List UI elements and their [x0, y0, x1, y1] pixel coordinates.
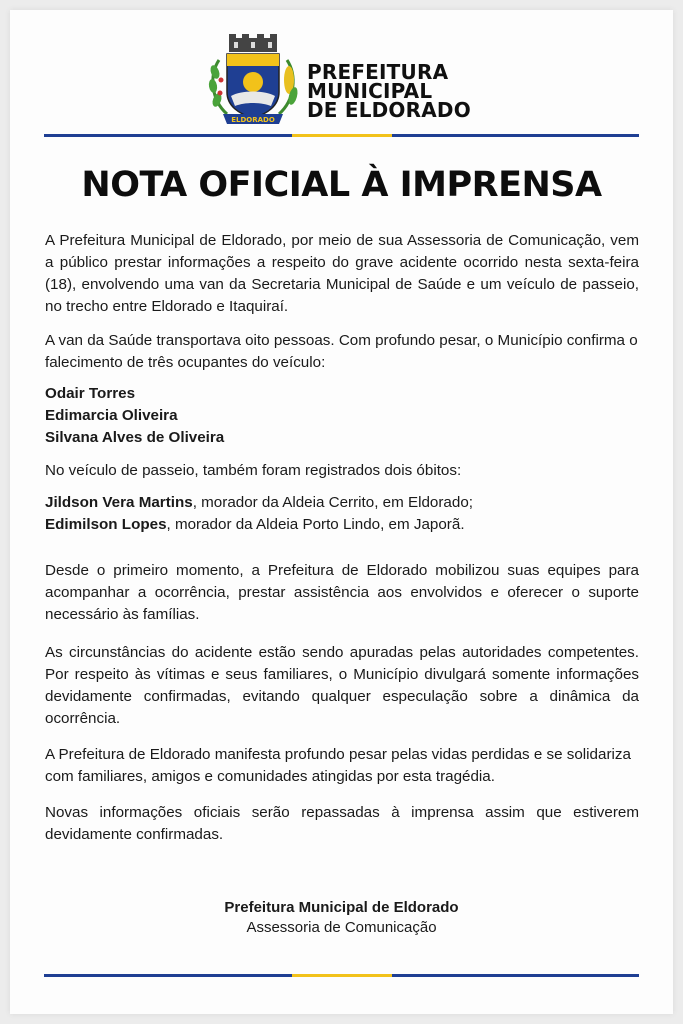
top-divider — [44, 134, 639, 137]
victim-detail: , morador da Aldeia Porto Lindo, em Japorã. — [166, 516, 465, 533]
org-line-1: PREFEITURA — [307, 60, 449, 84]
page-title: NOTA OFICIAL À IMPRENSA — [81, 165, 602, 205]
van-victims-list — [45, 383, 639, 449]
victim-detail: , morador da Aldeia Cerrito, em Eldorado; — [192, 494, 473, 511]
bottom-divider — [44, 974, 639, 977]
list-item — [45, 492, 639, 514]
paragraph-response: Desde o primeiro momento, a Prefeitura de Eldorado mobilizou suas equipes para acompanhar a ocorrência, prestar assistência aos envolvidos e oferecer o suporte necessário às famílias. — [45, 562, 639, 623]
crest-banner-text: ELDORADO — [231, 116, 275, 124]
municipal-crest-icon — [205, 30, 301, 130]
victim-name: Edimilson Lopes — [45, 516, 167, 533]
press-note-sheet — [10, 10, 673, 1014]
paragraph-condolences: A Prefeitura de Eldorado manifesta profundo pesar pelas vidas perdidas e se solidariza com familiares, amigos e comunidades atingidas por esta tragédia. — [45, 746, 631, 785]
list-item — [45, 514, 639, 536]
list-item: Edimarcia Oliveira — [45, 407, 178, 424]
paragraph-intro: A Prefeitura Municipal de Eldorado, por meio de sua Assessoria de Comunicação, vem a público prestar informações a respeito do grave acidente ocorrido nesta sexta-feira (18), envolvendo uma van da Secretaria Municipal de Saúde e um veículo de passeio, no trecho entre Eldorado e Itaquiraí. — [45, 232, 639, 315]
signature-name: Prefeitura Municipal de Eldorado — [224, 899, 459, 916]
signature-block — [10, 898, 673, 938]
signature-department: Assessoria de Comunicação — [246, 919, 437, 936]
victim-name: Jildson Vera Martins — [45, 494, 193, 511]
org-line-2: MUNICIPAL — [307, 79, 433, 103]
header — [10, 28, 673, 128]
paragraph-investigation: As circunstâncias do acidente estão sendo apuradas pelas autoridades competentes. Por respeito às vítimas e seus familiares, o Município divulgará somente informações devidamente confirmadas, evitando qualquer especulação sobre a dinâmica da ocorrência. — [45, 644, 639, 727]
list-item: Silvana Alves de Oliveira — [45, 429, 225, 446]
paragraph-updates: Novas informações oficiais serão repassadas à imprensa assim que estiverem devidamente confirmadas. — [45, 804, 639, 843]
note-body — [45, 230, 639, 846]
paragraph-van: A van da Saúde transportava oito pessoas. Com profundo pesar, o Município confirma o falecimento de três ocupantes do veículo: — [45, 332, 638, 371]
organization-name — [307, 60, 471, 122]
list-item: Odair Torres — [45, 385, 136, 402]
org-line-3: DE ELDORADO — [307, 98, 471, 122]
car-victims-list — [45, 492, 639, 536]
paragraph-car: No veículo de passeio, também foram registrados dois óbitos: — [45, 462, 462, 479]
